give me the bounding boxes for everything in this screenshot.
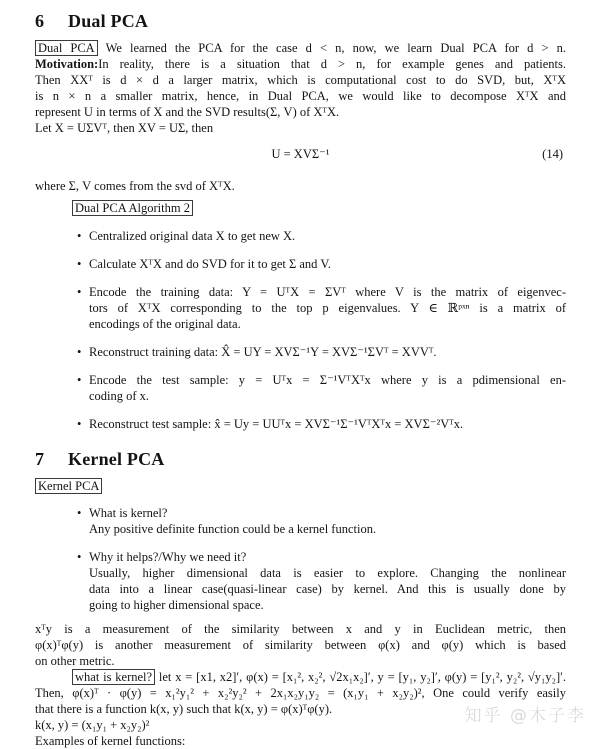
step-text: coding of x. [89,389,150,403]
dual-pca-steps-list [35,228,566,432]
paragraph-line: φ(x)ᵀφ(y) is another measurement of similarity between φ(x) and φ(y) which is based [35,638,566,652]
paragraph-line [35,669,566,685]
point-text: What is kernel? [89,506,168,520]
section-number: 7 [35,449,45,469]
bullet-icon: • [77,417,82,431]
motivation-label: Motivation: [35,57,99,71]
section-title: Dual PCA [68,11,149,31]
equation-14 [35,146,566,162]
equation-number: (14) [542,147,563,161]
what-is-kernel-tag-box: what is kernel? [72,669,155,685]
zhihu-watermark: 知乎 @木子李 [464,706,586,726]
paragraph-line: xᵀy is a measurement of the similarity between x and y in Euclidean metric, then [35,622,566,636]
point-text: Usually, higher dimensional data is easier to explore. Changing the nonlinear [89,566,566,580]
dual-pca-algorithm-tag-box: Dual PCA Algorithm 2 [72,200,193,216]
bullet-icon: • [77,506,82,520]
point-text: data into a linear case(quasi-linear case) by kernel. And this is usually done by [89,582,566,596]
paragraph-text: In reality, there is a situation that d > n, for example genes and patients. [98,57,566,71]
dual-pca-tag-box: Dual PCA [35,40,98,56]
step-text: Reconstruct training data: X̂ = UY = XVΣ⁻¹Y = XVΣ⁻¹ΣVᵀ = XVVᵀ. [89,345,437,359]
step-text: Encode the test sample: y = Uᵀx = Σ⁻¹VᵀXᵀx where y is a pdimensional en- [89,373,566,387]
list-item [77,284,566,332]
point-text: Any positive definite function could be a kernel function. [89,522,377,536]
paragraph-line: that there is a function k(x, y) such that k(x, y) = φ(x)ᵀφ(y). [35,702,333,716]
dual-pca-intro-paragraph [35,40,566,136]
step-text: tors of XᵀX corresponding to the top p eigenvalues. Y ∈ ℝᵖˣⁿ is a matrix of [89,301,566,315]
algorithm-tag-line [35,200,566,217]
paragraph-line: is n × n a smaller matrix, hence, in Dual PCA, we would like to decompose XᵀX and [35,89,566,103]
paragraph-text: let x = [x1, x2]′, φ(x) = [x₁², x₂², √2x₁x₂]′, y = [y₁, y₂]′, φ(y) = [y₁², y₂², √y₁y₂]′. [158,670,566,684]
where-line: where Σ, V comes from the svd of XᵀX. [35,179,235,193]
paragraph-line: Let X = UΣVᵀ, then XV = UΣ, then [35,121,214,135]
step-text: Encode the training data: Y = UᵀX = ΣVᵀ where V is the matrix of eigenvec- [89,285,566,299]
equation-body: U = XVΣ⁻¹ [271,147,330,161]
paragraph-line: k(x, y) = (x₁y₁ + x₂y₂)² [35,718,150,732]
kernel-closing-paragraph [35,621,566,749]
step-text: Reconstruct test sample: x̂ = Uy = UUᵀx = XVΣ⁻¹Σ⁻¹VᵀXᵀx = XVΣ⁻²Vᵀx. [89,417,464,431]
list-item [77,256,566,272]
section-heading-dual-pca [35,10,566,32]
paragraph-line: Examples of kernel functions: [35,734,186,748]
step-text: Calculate XᵀX and do SVD for it to get Σ and V. [89,257,331,271]
step-text: encodings of the original data. [89,317,241,331]
section-number: 6 [35,11,45,31]
paragraph-text: We learned the PCA for the case d < n, now, we learn Dual PCA for d > n. [105,41,566,55]
list-item [77,505,566,537]
paragraph-line: on other metric. [35,654,115,668]
kernel-pca-tag-line [35,478,566,495]
paragraph-line: Then XXᵀ is d × d a larger matrix, which is computational cost to do SVD, but, XᵀX [35,73,566,87]
list-item [77,228,566,244]
kernel-pca-tag-box: Kernel PCA [35,478,102,494]
paragraph-line: represent U in terms of X and the SVD results(Σ, V) of XᵀX. [35,105,340,119]
list-item [77,549,566,613]
bullet-icon: • [77,550,82,564]
bullet-icon: • [77,257,82,271]
point-text: going to higher dimensional space. [89,598,264,612]
paragraph-line [35,56,566,72]
section-heading-kernel-pca [35,448,566,470]
section-title: Kernel PCA [68,449,165,469]
list-item [77,372,566,404]
list-item [77,416,566,432]
bullet-icon: • [77,285,82,299]
list-item [77,344,566,360]
paragraph-line [35,40,566,56]
bullet-icon: • [77,229,82,243]
step-text: Centralized original data X to get new X. [89,229,296,243]
kernel-pca-points-list [35,505,566,613]
point-text: Why it helps?/Why we need it? [89,550,247,564]
paragraph-line: Then, φ(x)ᵀ · φ(y) = x₁²y₁² + x₂²y₂² + 2x₁x₂y₁y₂ = (x₁y₁ + x₂y₂)², One could verify easily [35,686,566,700]
bullet-icon: • [77,345,82,359]
bullet-icon: • [77,373,82,387]
